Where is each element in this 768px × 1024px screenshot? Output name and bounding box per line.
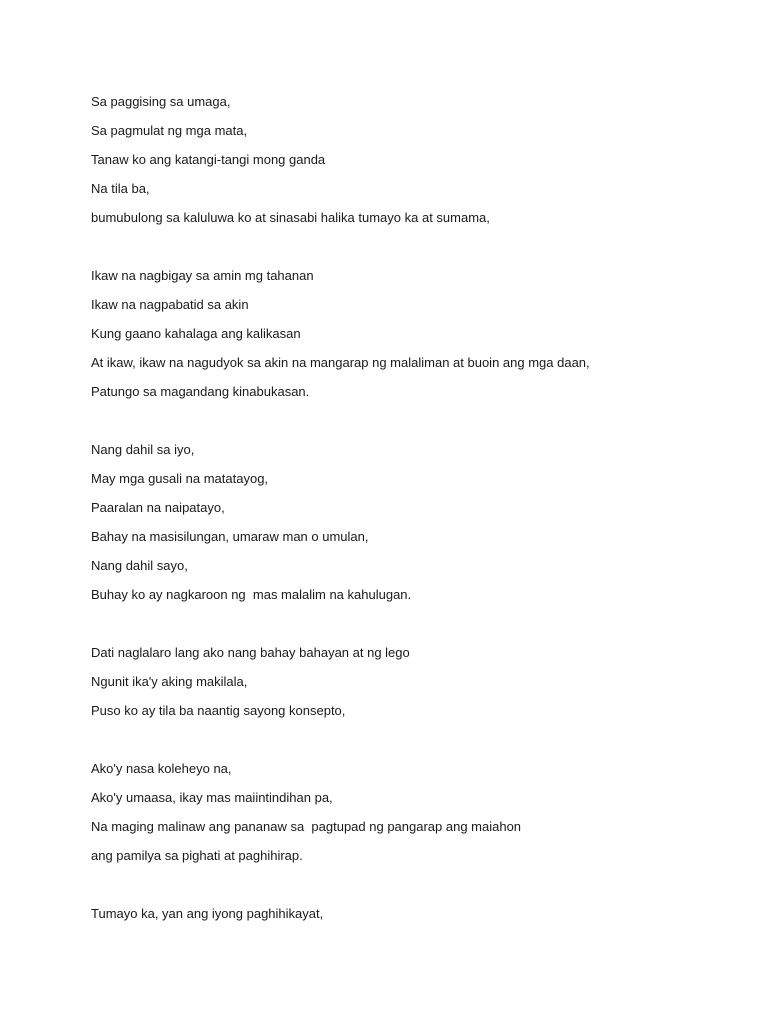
stanza-5 <box>91 759 731 875</box>
poem-body <box>91 92 731 962</box>
poem-line: Ngunit ika'y aking makilala, <box>91 674 248 689</box>
poem-line: Na tila ba, <box>91 181 150 196</box>
stanza-2 <box>91 266 731 411</box>
poem-line: Sa paggising sa umaga, <box>91 94 231 109</box>
poem-line: ang pamilya sa pighati at paghihirap. <box>91 848 303 863</box>
poem-line: Bahay na masisilungan, umaraw man o umulan, <box>91 529 369 544</box>
poem-line: Tumayo ka, yan ang iyong paghihikayat, <box>91 906 324 921</box>
poem-line: Puso ko ay tila ba naantig sayong konsepto, <box>91 703 346 718</box>
poem-line: bumubulong sa kaluluwa ko at sinasabi halika tumayo ka at sumama, <box>91 210 490 225</box>
poem-line: Nang dahil sa iyo, <box>91 442 195 457</box>
poem-line: At ikaw, ikaw na nagudyok sa akin na mangarap ng malaliman at buoin ang mga daan, <box>91 355 590 370</box>
stanza-6 <box>91 904 731 933</box>
poem-line: Ikaw na nagpabatid sa akin <box>91 297 249 312</box>
poem-line: Tanaw ko ang katangi-tangi mong ganda <box>91 152 326 167</box>
poem-line: Patungo sa magandang kinabukasan. <box>91 384 310 399</box>
poem-line: Ikaw na nagbigay sa amin mg tahanan <box>91 268 314 283</box>
poem-line: Na maging malinaw ang pananaw sa pagtupad ng pangarap ang maiahon <box>91 819 522 834</box>
poem-line: May mga gusali na matatayog, <box>91 471 269 486</box>
stanza-3 <box>91 440 731 614</box>
poem-line: Ako'y umaasa, ikay mas maiintindihan pa, <box>91 790 333 805</box>
stanza-4 <box>91 643 731 730</box>
poem-line: Ako'y nasa koleheyo na, <box>91 761 232 776</box>
poem-line: Sa pagmulat ng mga mata, <box>91 123 248 138</box>
stanza-1 <box>91 92 731 237</box>
poem-line: Kung gaano kahalaga ang kalikasan <box>91 326 301 341</box>
poem-line: Dati naglalaro lang ako nang bahay bahayan at ng lego <box>91 645 410 660</box>
poem-line: Paaralan na naipatayo, <box>91 500 225 515</box>
poem-line: Buhay ko ay nagkaroon ng mas malalim na kahulugan. <box>91 587 412 602</box>
poem-line: Nang dahil sayo, <box>91 558 188 573</box>
